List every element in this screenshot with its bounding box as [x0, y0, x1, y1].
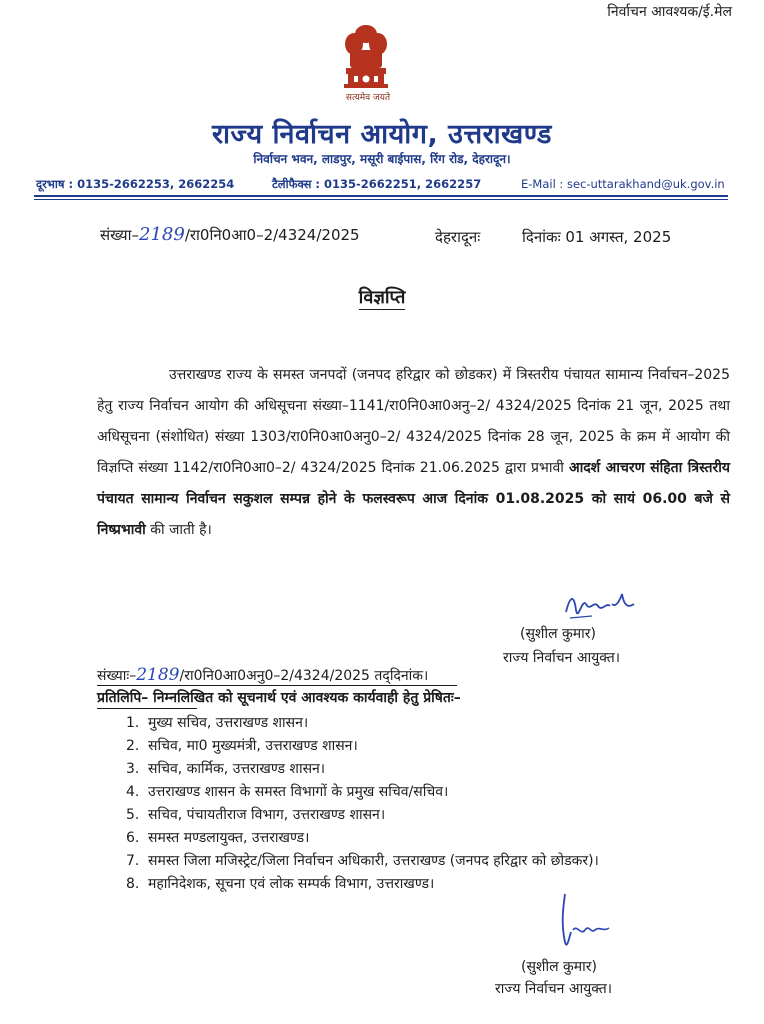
list-item: 8. महानिदेशक, सूचना एवं लोक सम्पर्क विभाग, उत्तराखण्ड।: [126, 876, 435, 892]
notice-body: [97, 360, 730, 546]
notice-body-bold: आदर्श आचरण संहिता त्रिस्तरीय पंचायत सामान्य निर्वाचन सकुशल सम्पन्न होने के फलस्वरूप आज दिनांक 01.08.2025 को सायं 06.00 बजे से निष्प्रभावी: [97, 460, 731, 538]
copy-reference-suffix: /रा0नि0आ0अनु0–2/4324/2025 तद्‌दिनांक।: [179, 668, 429, 684]
fax-numbers: टैलीफैक्स : 0135-2662251, 2662257: [272, 177, 482, 191]
phone-numbers: दूरभाष : 0135-2662253, 2662254: [36, 177, 235, 191]
signatory-name: (सुशील कुमार): [521, 959, 597, 975]
reference-date: दिनांकः 01 अगस्त, 2025: [522, 228, 672, 246]
copy-to-line: प्रतिलिपि– निम्नलिखित को सूचनार्थ एवं आवश्यक कार्यवाही हेतु प्रेषितः–: [97, 690, 461, 706]
list-item: 5. सचिव, पंचायतीराज विभाग, उत्तराखण्ड शासन।: [126, 807, 386, 823]
list-item: 7. समस्त जिला मजिस्ट्रेट/जिला निर्वाचन अधिकारी, उत्तराखण्ड (जनपद हरिद्वार को छोडकर)।: [126, 853, 599, 869]
dispatch-note: निर्वाचन आवश्यक/ई.मेल: [607, 4, 732, 20]
signature-scribble-icon: [560, 582, 640, 630]
notice-body-text: उत्तराखण्ड राज्य के समस्त जनपदों (जनपद हरिद्वार को छोडकर) में त्रिस्तरीय पंचायत सामान्य निर्वाचन–2025 हेतु राज्य निर्वाचन आयोग की अधिसूचना संख्या–1141/रा0नि0आ0अनु–2/ 4324/2025 दिनांक 21 जून, 2025 तथा अधिसूचना (संशोधित) संख्या 1303/रा0नि0आ0अनु0–2/ 4324/2025 दिनांक 28 जून, 2025 के क्रम में आयोग की विज्ञप्ति संख्या 1142/रा0नि0आ0–2/ 4324/2025 दिनांक 21.06.2025 द्वारा प्रभावी: [97, 367, 730, 476]
list-item: 4. उत्तराखण्ड शासन के समस्त विभागों के प्रमुख सचिव/सचिव।: [126, 784, 449, 800]
copy-to-underline: [97, 708, 197, 709]
reference-suffix: /रा0नि0आ0–2/4324/2025: [184, 226, 360, 244]
notice-title-text: विज्ञप्ति: [358, 287, 406, 308]
signatory-title: राज्य निर्वाचन आयुक्त।: [495, 981, 613, 997]
reference-number: [100, 224, 360, 245]
signatory-title: राज्य निर्वाचन आयुक्त।: [503, 650, 621, 666]
notice-body-end: की जाती है।: [145, 522, 212, 538]
email-address: E-Mail : sec-uttarakhand@uk.gov.in: [521, 177, 725, 191]
copy-reference-prefix: संख्याः–: [97, 668, 137, 684]
notice-title: [0, 285, 764, 309]
reference-place: देहरादूनः: [435, 228, 481, 246]
organization-name: राज्य निर्वाचन आयोग, उत्तराखण्ड: [211, 119, 552, 150]
organization-address: निर्वाचन भवन, लाडपुर, मसूरी बाईपास, रिंग रोड, देहरादून।: [253, 152, 511, 166]
signature-scribble-icon: [555, 888, 615, 958]
list-item: 2. सचिव, मा0 मुख्यमंत्री, उत्तराखण्ड शासन।: [126, 738, 358, 754]
copy-reference-number: [97, 665, 428, 685]
emblem-motto: सत्यमेव जयते: [345, 93, 391, 103]
signatory-name: (सुशील कुमार): [520, 626, 596, 642]
handwritten-copy-reference-number: 2189: [136, 665, 180, 685]
letterhead-divider: [34, 195, 728, 197]
list-item: 6. समस्त मण्डलायुक्त, उत्तराखण्ड।: [126, 830, 310, 846]
list-item: 1. मुख्य सचिव, उत्तराखण्ड शासन।: [126, 715, 309, 731]
reference-prefix: संख्या–: [100, 226, 140, 244]
letterhead-divider-thin: [34, 199, 728, 200]
copy-reference-underline: [97, 685, 457, 686]
handwritten-reference-number: 2189: [139, 224, 185, 245]
recipients-list: [126, 712, 738, 896]
list-item: 3. सचिव, कार्मिक, उत्तराखण्ड शासन।: [126, 761, 326, 777]
